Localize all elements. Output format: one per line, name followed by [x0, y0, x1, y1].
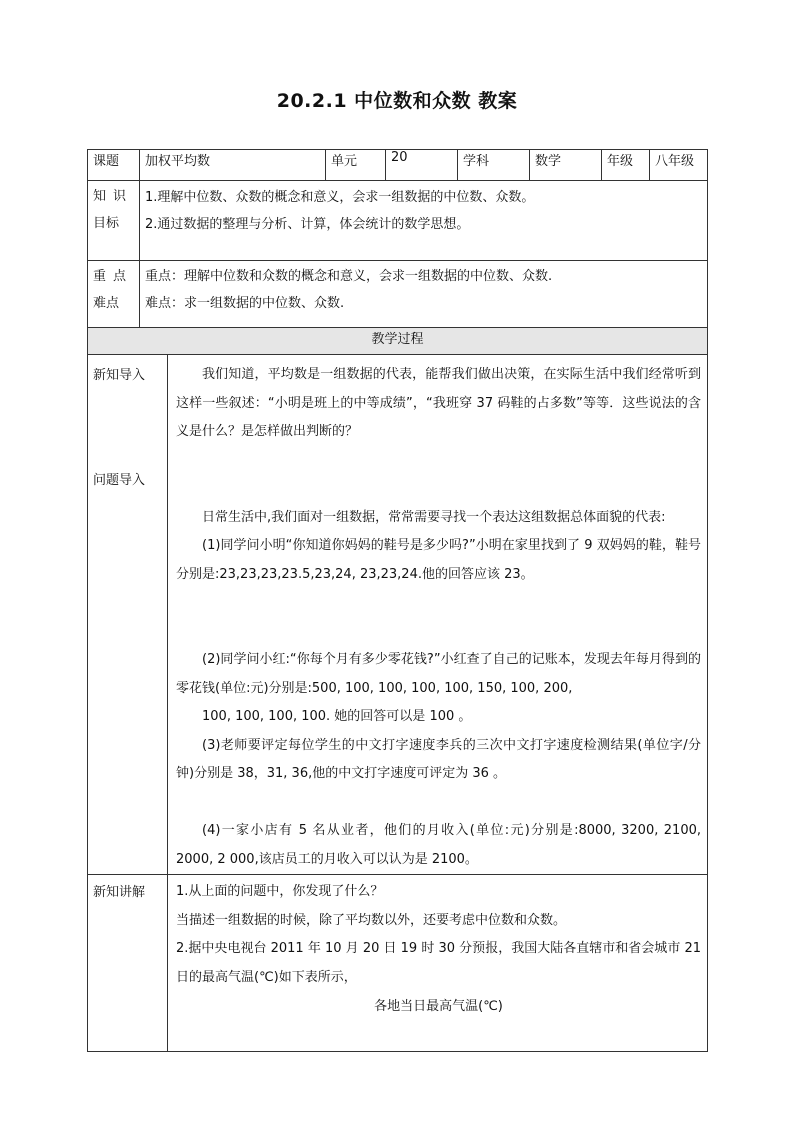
topic-value: 加权平均数: [140, 150, 326, 181]
spacer: [176, 589, 701, 646]
key-points-label-line1: 重点: [93, 269, 134, 284]
intro-problem-content: [168, 355, 708, 875]
subject-value: 数学: [530, 150, 602, 181]
problem-4: (4)一家小店有 5 名从业者，他们的月收入(单位:元)分别是:8000, 3200, 2100, 2000, 2 000,该店员工的月收入可以认为是 2100。: [176, 823, 702, 867]
knowledge-label: [88, 181, 140, 261]
intro-problem-row: [88, 355, 708, 875]
unit-value: 20: [386, 150, 458, 181]
page-title: 20.2.1 中位数和众数 教案: [276, 90, 518, 112]
key-point-text: 重点：理解中位数和众数的概念和意义，会求一组数据的中位数、众数.: [145, 269, 553, 284]
section-labels: [88, 355, 168, 875]
problem-2-cont: 100, 100, 100, 100. 她的回答可以是 100 。: [202, 709, 472, 724]
process-header-row: [88, 328, 708, 355]
knowledge-item: 1.理解中位数、众数的概念和意义，会求一组数据的中位数、众数。: [145, 190, 535, 205]
problem-2: (2)同学问小红:“你每个月有多少零花钱?”小红查了自己的记账本，发现去年每月得到的零花钱(单位:元)分别是:500, 100, 100, 100, 100, 150, 100, 200,: [176, 652, 702, 696]
knowledge-row: [88, 181, 708, 261]
explain-row: [88, 875, 708, 1052]
knowledge-item: 2.通过数据的整理与分析、计算，体会统计的数学思想。: [145, 217, 470, 232]
knowledge-label-line1: 知识: [93, 189, 134, 204]
spacer: [176, 789, 701, 818]
process-header: 教学过程: [88, 328, 708, 355]
problem-1: (1)同学问小明“你知道你妈妈的鞋号是多少吗?”小明在家里找到了 9 双妈妈的鞋，鞋号分别是:23,23,23,23.5,23,24, 23,23,24.他的回答应该 23。: [176, 538, 702, 582]
key-points-label: [88, 261, 140, 328]
knowledge-label-line2: 目标: [93, 216, 120, 231]
header-row: [88, 150, 708, 181]
temperature-table-caption: 各地当日最高气温(℃): [374, 999, 503, 1014]
knowledge-content: [140, 181, 708, 261]
key-points-row: [88, 261, 708, 328]
key-points-content: [140, 261, 708, 328]
explain-line-2: 当描述一组数据的时候，除了平均数以外，还要考虑中位数和众数。: [176, 912, 567, 928]
explain-content: [168, 875, 708, 1052]
explain-line-1: 1.从上面的问题中，你发现了什么？: [176, 884, 384, 899]
intro-text: 我们知道，平均数是一组数据的代表，能帮我们做出决策，在实际生活中我们经常听到这样一些叙述：“小明是班上的中等成绩”，“我班穿 37 码鞋的占多数”等等．这些说法的含义是什么？是怎样做出判断的？: [176, 367, 702, 439]
explain-label: 新知讲解: [88, 875, 168, 1052]
explain-line-3: 2.据中央电视台 2011 年 10 月 20 日 19 时 30 分预报，我国大陆各直辖市和省会城市 21 日的最高气温(℃)如下表所示，: [176, 941, 702, 985]
difficult-point-text: 难点：求一组数据的中位数、众数.: [145, 296, 345, 311]
spacer: [176, 447, 701, 504]
problem-label: 问题导入: [93, 473, 146, 488]
lesson-plan-table: [87, 149, 708, 1052]
intro-label: 新知导入: [93, 368, 146, 383]
subject-label: 学科: [458, 150, 530, 181]
grade-value: 八年级: [650, 150, 708, 181]
grade-label: 年级: [602, 150, 650, 181]
problem-3: (3)老师要评定每位学生的中文打字速度李兵的三次中文打字速度检测结果(单位字/分钟)分别是 38，31, 36,他的中文打字速度可评定为 36 。: [176, 737, 702, 781]
key-points-label-line2: 难点: [93, 296, 120, 311]
problem-lead: 日常生活中,我们面对一组数据，常常需要寻找一个表达这组数据总体面貌的代表:: [202, 509, 666, 525]
unit-label: 单元: [326, 150, 386, 181]
topic-label: 课题: [88, 150, 140, 181]
